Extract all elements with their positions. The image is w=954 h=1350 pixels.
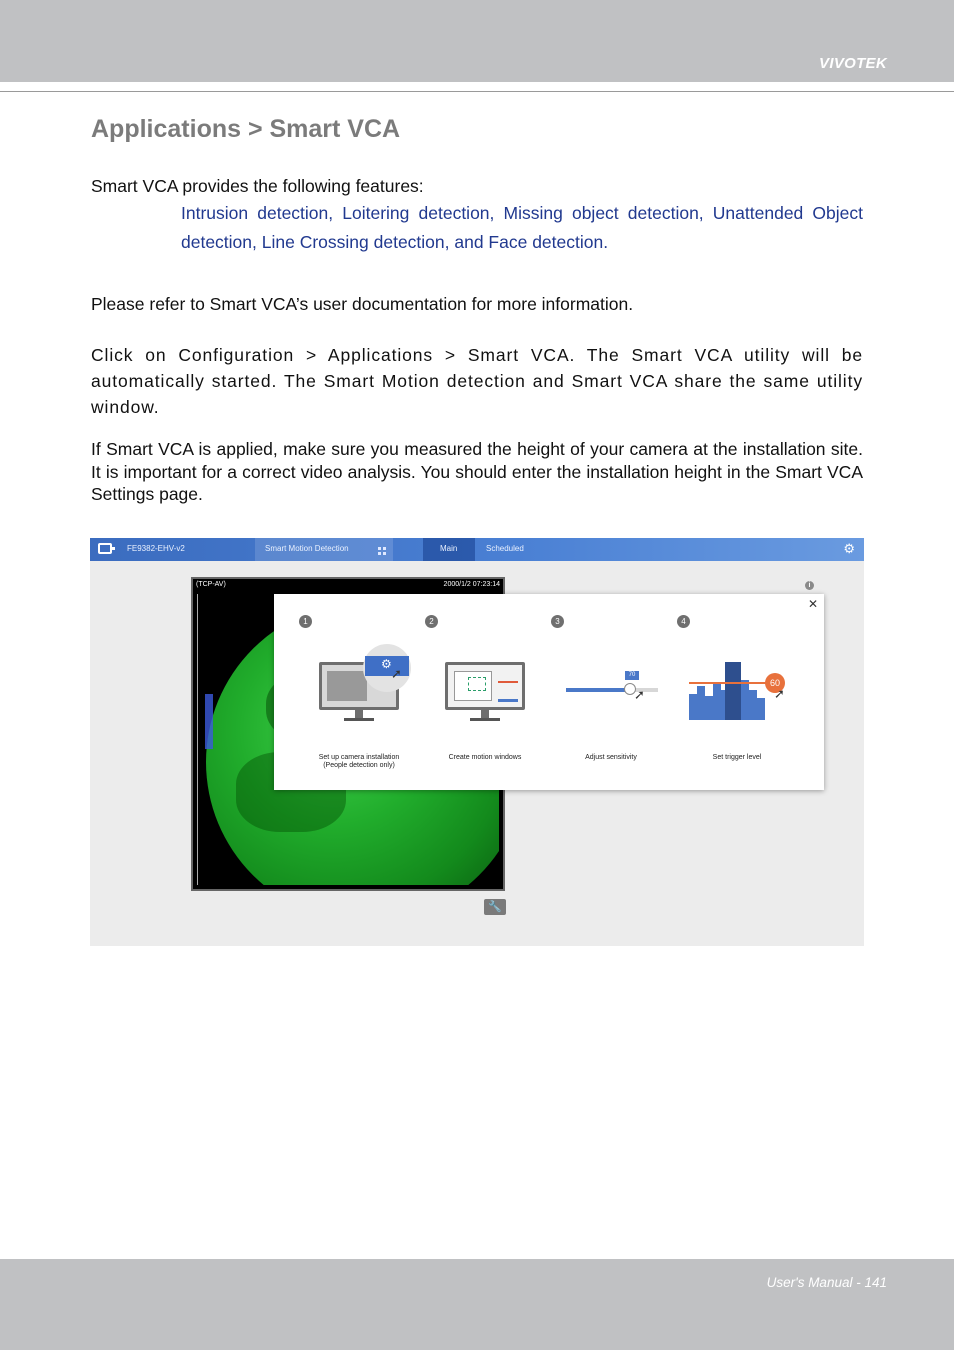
gear-icon: ⚙ xyxy=(381,657,392,671)
camera-logo-icon xyxy=(98,543,112,554)
step-2-caption: Create motion windows xyxy=(448,754,522,761)
trigger-value: 60 xyxy=(765,673,785,693)
close-icon[interactable]: ✕ xyxy=(807,597,818,611)
refer-text: Please refer to Smart VCA’s user documentation for more information. xyxy=(91,294,634,314)
height-instructions: If Smart VCA is applied, make sure you measured the height of your camera at the installation site. It is important for a correct video analysis. You should enter the installation height in the Smart VCA Settings page. xyxy=(91,439,863,504)
cursor-icon: ➚ xyxy=(634,687,645,702)
cursor-icon: ➚ xyxy=(391,666,402,681)
step-3-number: 3 xyxy=(551,615,564,628)
intro-text: Smart VCA provides the following features: xyxy=(91,176,424,196)
page-title: Applications > Smart VCA xyxy=(91,115,401,143)
features-list: Intrusion detection, Loitering detection, Missing object detection, Unattended Object detection, Line Crossing detection, and Face detection. xyxy=(181,203,863,252)
step-2-number: 2 xyxy=(425,615,438,628)
setup-guide-dialog xyxy=(274,594,824,790)
app-topbar xyxy=(90,538,864,561)
app-selector[interactable] xyxy=(255,538,393,561)
header-band xyxy=(0,0,954,82)
sensitivity-value: 70 xyxy=(625,671,639,680)
step-1-caption: Set up camera installation (People detection only) xyxy=(318,754,400,769)
brand-logo-text: VIVOTEK xyxy=(819,55,887,72)
wrench-icon[interactable]: 🔧 xyxy=(484,899,506,915)
video-timestamp: 2000/1/2 07:23:14 xyxy=(443,581,500,588)
tab-scheduled[interactable]: Scheduled xyxy=(486,544,524,553)
app-tab-label: Smart Motion Detection xyxy=(265,544,349,553)
monitor-icon xyxy=(445,662,525,710)
cursor-icon: ➚ xyxy=(774,686,785,701)
footer-band xyxy=(0,1259,954,1350)
smart-vca-screenshot xyxy=(90,538,864,946)
step-4-number: 4 xyxy=(677,615,690,628)
page-number: User's Manual - 141 xyxy=(766,1275,887,1290)
trigger-level-chart xyxy=(689,662,769,720)
info-icon[interactable]: i xyxy=(805,581,814,590)
apps-grid-icon[interactable] xyxy=(378,547,386,555)
settings-gear-icon[interactable]: ⚙ xyxy=(843,541,855,556)
tab-main[interactable]: Main xyxy=(423,538,475,561)
click-instructions: Click on Configuration > Applications > Smart VCA. The Smart VCA utility will be automatically started. The Smart Motion detection and Smart VCA share the same utility window. xyxy=(91,345,863,417)
video-stream-label: (TCP-AV) xyxy=(196,581,226,588)
step-3-caption: Adjust sensitivity xyxy=(585,754,637,761)
step-4-caption: Set trigger level xyxy=(712,754,762,761)
step-1-number: 1 xyxy=(299,615,312,628)
camera-model: FE9382-EHV-v2 xyxy=(127,544,185,553)
header-divider xyxy=(0,91,954,92)
